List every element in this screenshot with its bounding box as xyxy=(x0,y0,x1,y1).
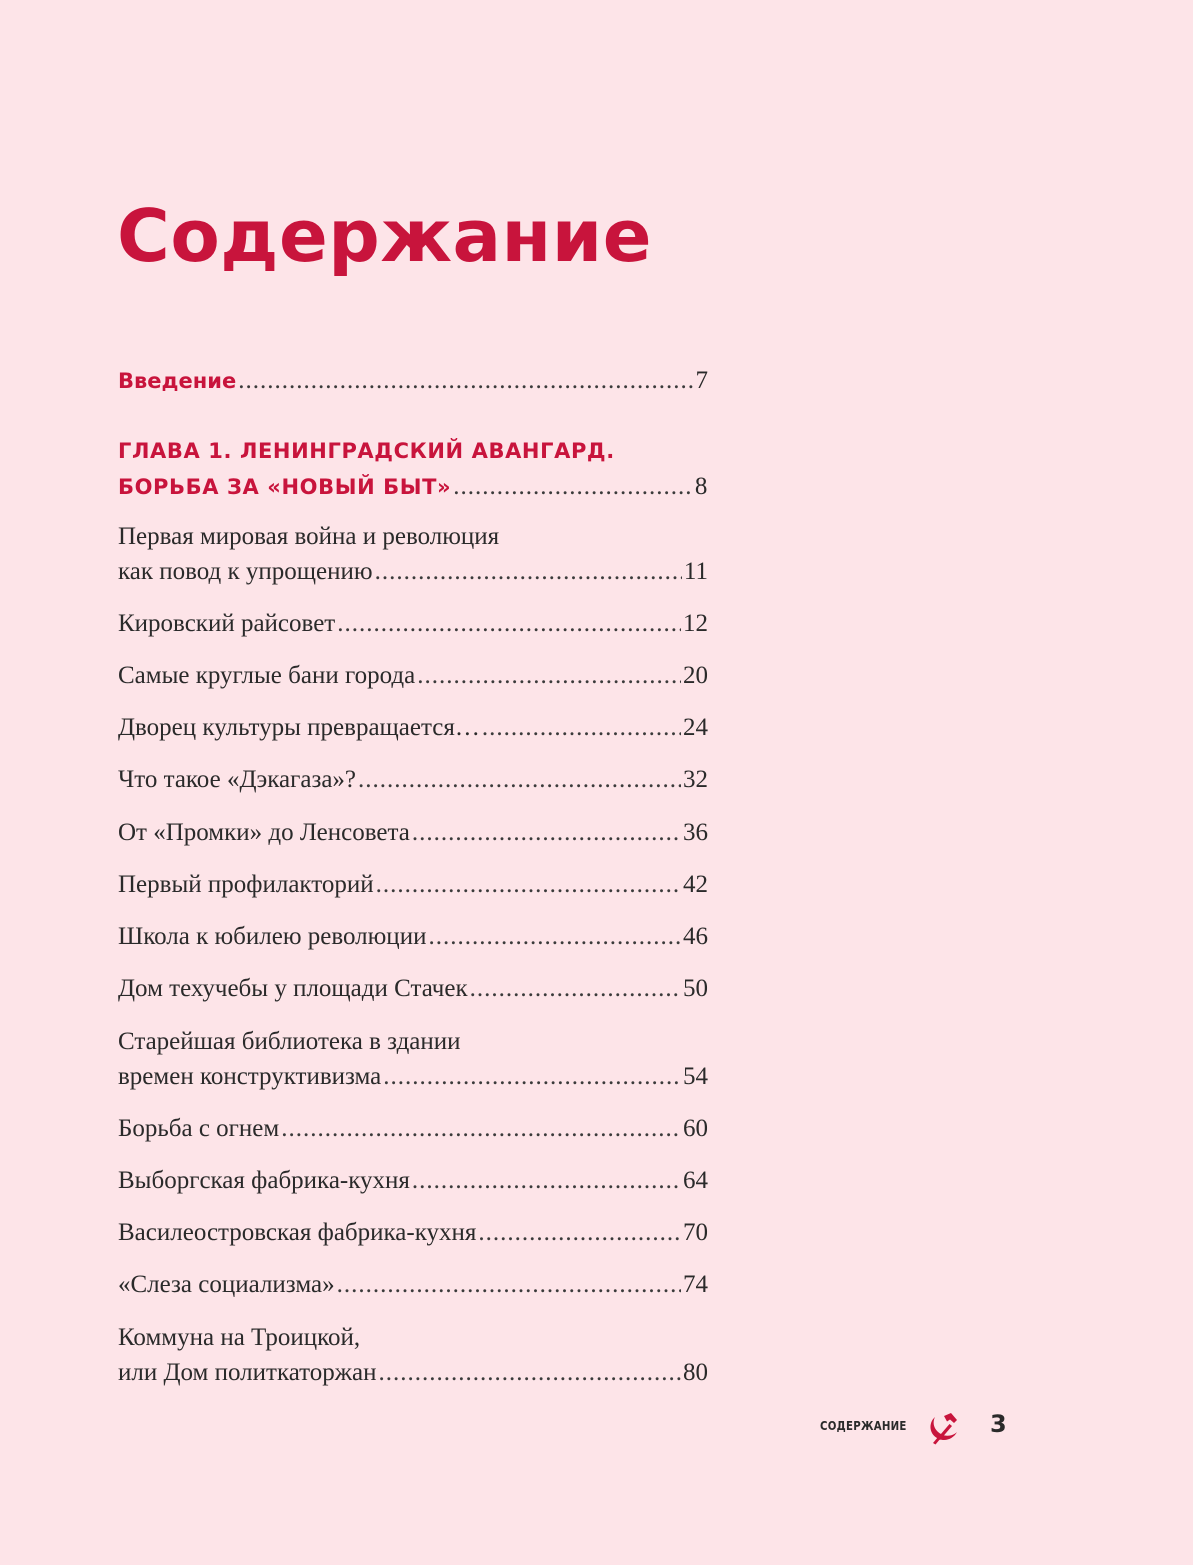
toc-entry-page: 7 xyxy=(695,367,708,394)
toc-entry-page: 12 xyxy=(683,610,708,637)
toc-chapter-1[interactable] xyxy=(118,434,708,505)
dot-leader xyxy=(358,762,681,797)
page-title: Содержание xyxy=(117,194,653,278)
toc-entry-title: «Слеза социализма» xyxy=(118,1271,335,1298)
toc-entry-page: 74 xyxy=(683,1271,708,1298)
hammer-sickle-icon xyxy=(926,1411,960,1445)
dot-leader xyxy=(383,1059,681,1094)
toc-entry-title: Борьба с огнем xyxy=(118,1115,280,1142)
toc-entry-intro[interactable] xyxy=(118,363,708,399)
toc-entry[interactable] xyxy=(118,606,708,641)
dot-leader xyxy=(428,919,681,954)
toc-entry-title: Василеостровская фабрика-кухня xyxy=(118,1219,477,1246)
toc-entry-title: Дом техучебы у площади Стачек xyxy=(118,975,468,1002)
dot-leader xyxy=(412,1163,681,1198)
dot-leader xyxy=(337,606,681,641)
toc-entry-title: Школа к юбилею революции xyxy=(118,923,427,950)
toc-entry-title: Введение xyxy=(118,369,237,393)
toc-entry[interactable] xyxy=(118,815,708,850)
dot-leader xyxy=(482,710,681,745)
dot-leader xyxy=(478,1215,681,1250)
dot-leader xyxy=(470,971,681,1006)
toc-entry-title-line1: Первая мировая война и революция xyxy=(118,523,500,550)
toc-entry-title-line1: Старейшая библиотека в здании xyxy=(118,1028,461,1055)
toc-entry-page: 70 xyxy=(683,1219,708,1246)
toc-entry-title: Кировский райсовет xyxy=(118,610,336,637)
toc-entry-page: 32 xyxy=(683,766,708,793)
toc-entry-title: От «Промки» до Ленсовета xyxy=(118,819,410,846)
dot-leader xyxy=(375,554,682,589)
dot-leader xyxy=(417,658,681,693)
toc-entry[interactable] xyxy=(118,971,708,1006)
toc-entry-page: 11 xyxy=(683,558,708,585)
dot-leader xyxy=(376,867,681,902)
toc-entry[interactable] xyxy=(118,519,708,589)
toc-entry[interactable] xyxy=(118,1267,708,1302)
toc-entry-page: 64 xyxy=(683,1167,708,1194)
toc-entry-title: или Дом политкаторжан xyxy=(118,1359,377,1386)
toc-entry-title: как повод к упрощению xyxy=(118,558,373,585)
dot-leader xyxy=(379,1355,681,1390)
toc-entry[interactable] xyxy=(118,762,708,797)
toc-entry-page: 50 xyxy=(683,975,708,1002)
toc-entry[interactable] xyxy=(118,1215,708,1250)
toc-entry[interactable] xyxy=(118,1024,708,1094)
toc-entry-page: 8 xyxy=(694,473,708,500)
dot-leader xyxy=(337,1267,681,1302)
toc-chapter-title-line2: БОРЬБА ЗА «НОВЫЙ БЫТ» xyxy=(118,475,452,499)
dot-leader xyxy=(281,1111,681,1146)
toc-entry-page: 60 xyxy=(683,1115,708,1142)
toc-entry[interactable] xyxy=(118,1320,708,1390)
toc-chapter-title-line1: ГЛАВА 1. ЛЕНИНГРАДСКИЙ АВАНГАРД. xyxy=(118,439,615,463)
toc-entry-title-line1: Коммуна на Троицкой, xyxy=(118,1324,361,1351)
toc-entry-title: Первый профилакторий xyxy=(118,871,374,898)
toc-entry[interactable] xyxy=(118,1163,708,1198)
toc-entry-page: 54 xyxy=(683,1063,708,1090)
toc-entry-title: Выборгская фабрика-кухня xyxy=(118,1167,410,1194)
toc-entry-page: 46 xyxy=(683,923,708,950)
toc-entry[interactable] xyxy=(118,919,708,954)
toc-entry[interactable] xyxy=(118,1111,708,1146)
page-number: 3 xyxy=(990,1410,1007,1438)
toc-entry-page: 80 xyxy=(683,1359,708,1386)
toc-entry-page: 20 xyxy=(683,662,708,689)
toc-entry[interactable] xyxy=(118,658,708,693)
toc-entry-title: Дворец культуры превращается… xyxy=(118,714,480,741)
toc-entry-page: 36 xyxy=(683,819,708,846)
toc-entry-title: Что такое «Дэкагаза»? xyxy=(118,766,357,793)
toc-entry-title: времен конструктивизма xyxy=(118,1063,382,1090)
toc-entry-page: 42 xyxy=(683,871,708,898)
running-footer-section: СОДЕРЖАНИЕ xyxy=(820,1419,907,1433)
toc-entry-page: 24 xyxy=(683,714,708,741)
dot-leader xyxy=(412,815,681,850)
toc-entry[interactable] xyxy=(118,867,708,902)
toc-entry[interactable] xyxy=(118,710,708,745)
dot-leader xyxy=(238,363,693,398)
dot-leader xyxy=(453,469,693,504)
toc-entry-title: Самые круглые бани города xyxy=(118,662,416,689)
